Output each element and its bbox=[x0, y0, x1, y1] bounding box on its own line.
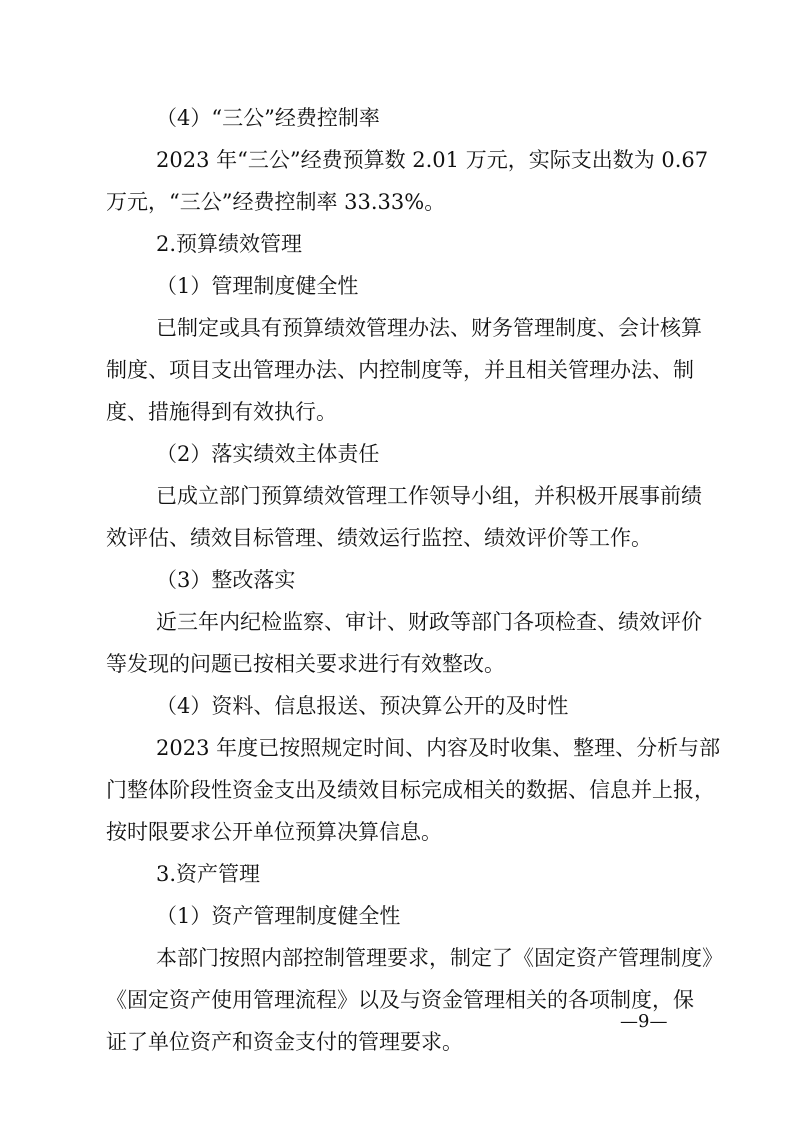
paragraph-line: 制度、项目支出管理办法、内控制度等，并且相关管理办法、制 bbox=[106, 358, 694, 382]
paragraph-line: 度、措施得到有效执行。 bbox=[106, 400, 337, 424]
paragraph-line: 本部门按照内部控制管理要求，制定了《固定资产管理制度》 bbox=[156, 946, 723, 970]
subheading-asset-system: （1）资产管理制度健全性 bbox=[156, 904, 401, 928]
paragraph-line: 等发现的问题已按相关要求进行有效整改。 bbox=[106, 652, 505, 676]
subheading-information-reporting: （4）资料、信息报送、预决算公开的及时性 bbox=[156, 694, 569, 718]
paragraph-line: 2023 年“三公”经费预算数 2.01 万元，实际支出数为 0.67 bbox=[156, 148, 709, 172]
subheading-management-system: （1）管理制度健全性 bbox=[156, 274, 359, 298]
paragraph-line: 已成立部门预算绩效管理工作领导小组，并积极开展事前绩 bbox=[156, 484, 702, 508]
paragraph-line: 《固定资产使用管理流程》以及与资金管理相关的各项制度，保 bbox=[106, 988, 694, 1012]
heading-three-public-control-rate: （4）“三公”经费控制率 bbox=[156, 106, 380, 130]
subheading-performance-responsibility: （2）落实绩效主体责任 bbox=[156, 442, 380, 466]
paragraph-line: 门整体阶段性资金支出及绩效目标完成相关的数据、信息并上报， bbox=[106, 778, 715, 802]
subheading-rectification: （3）整改落实 bbox=[156, 568, 296, 592]
paragraph-line: 证了单位资产和资金支付的管理要求。 bbox=[106, 1030, 463, 1054]
paragraph-line: 万元，“三公”经费控制率 33.33%。 bbox=[106, 190, 446, 214]
paragraph-line: 2023 年度已按照规定时间、内容及时收集、整理、分析与部 bbox=[156, 736, 721, 760]
section-heading-asset-management: 3.资产管理 bbox=[156, 862, 261, 886]
page-number: —9— bbox=[620, 1011, 668, 1032]
paragraph-line: 按时限要求公开单位预算决算信息。 bbox=[106, 820, 442, 844]
section-heading-budget-performance: 2.预算绩效管理 bbox=[156, 232, 303, 256]
paragraph-line: 效评估、绩效目标管理、绩效运行监控、绩效评价等工作。 bbox=[106, 526, 652, 550]
paragraph-line: 近三年内纪检监察、审计、财政等部门各项检查、绩效评价 bbox=[156, 610, 702, 634]
paragraph-line: 已制定或具有预算绩效管理办法、财务管理制度、会计核算 bbox=[156, 316, 702, 340]
